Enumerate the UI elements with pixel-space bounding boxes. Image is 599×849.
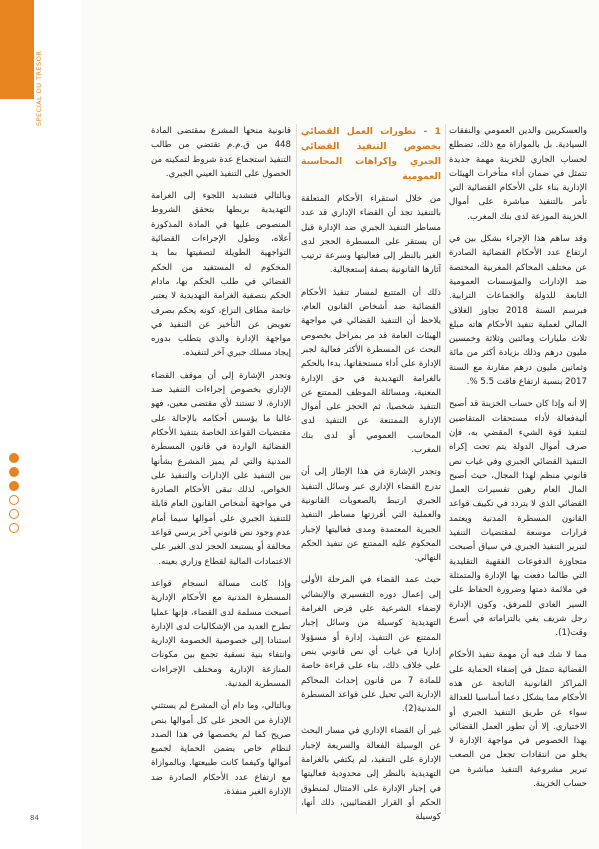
- section-dot-empty: [9, 495, 19, 505]
- paragraph: مما لا شك فيه أن مهمة تنفيذ الأحكام القضائية تتمثل في إضفاء الحماية على المراكز القانونية الناتجة عن هذه الأحكام مما يشكل دعما أساسيا للعدالة سواء عن طريق التنفيذ الجبري أو الاختياري. إلا أن تطور العمل القضائي بهذا الخصوص في مواجهة الإدارة لا يخلو من انتقادات تجعل من الصعب تبرير مشروعية التنفيذ مباشرة من حساب الخزينة.: [449, 650, 587, 790]
- section-dot-empty: [9, 509, 19, 519]
- special-sublabel-text: SPECIAL DU TRÉSOR: [35, 50, 43, 126]
- column-divider: [445, 124, 446, 814]
- text-column-left: [151, 124, 291, 824]
- paragraph: حيث عمد القضاء في المرحلة الأولى إلى إعمال دوره التفسيري والإنشائي لإضفاء الشرعية على فرض الغرامة التهديدية كوسيلة من وسائل إجبار الممتنع عن التنفيذ، إدارة أو مسؤولا إداريا في غياب أي نص قانوني ينص على خلاف ذلك، بناء على قراءة خاصة للمادة 7 من قانون إحداث المحاكم الإدارية التي تحيل على قواعد المسطرة المدنية(2).: [301, 575, 441, 715]
- page-number: 84: [30, 814, 39, 822]
- section-dot-empty: [9, 523, 19, 533]
- paragraph: قانونية منحها المشرع بمقتضى المادة 448 من ق.م.م تقتضي من طالب التنفيذ استجماع عدة شروط لتمكينه من الحصول على التنفيذ العيني الجبري.: [151, 126, 291, 179]
- paragraph: وتجدر الإشارة في هذا الإطار إلى أن تدرج القضاء الإداري عبر وسائل التنفيذ الجبري ارتبط بالصعوبات القانونية والعملية التي أفرزتها مساطر التنفيذ الجبرية المعتمدة ومدى فعاليتها لإجبار المحكوم عليه الممتنع عن تنفيذ الحكم النهائي.: [301, 467, 441, 564]
- special-sublabel: [33, 8, 49, 126]
- section-dot-filled: [9, 453, 19, 463]
- section-dot-filled: [9, 467, 19, 477]
- section-dots: [9, 453, 25, 537]
- paragraph: والعسكريين والدين العمومي والنفقات السيادية. بل بالموازاة مع ذلك، تضطلع لحساب الجاري للخزينة مهمة جديدة تتمثل في ضمان أداء متأخرات الهيئات الإدارية بناء على الأحكام القضائية التي تأمر بالتنفيذ مباشرة على أموال الخزينة الموزعة لدى بنك المغرب.: [449, 126, 587, 222]
- paragraph: إلا أنه وإذا كان حساب الخزينة قد أصبح أليةفعالة لأداء مستحقات المتقاضين لتنفيذ قوة الشيء المقضي به، فإن صرف أموال الدولة يتم تحت إكراه التنفيذ القضائي الجبري وفي غياب نص قانوني منظم لهذا المجال، حيث أصبح المال العام رهين تفسيرات العمل القضائي الذي لا يتردد في تكييف قواعد القانون المسطرة المدنية ويعتمد قرارات موسعة لمقتضيات التنفيذ لتبرير التنفيذ الجبري في سياق أصبحت متجاوزة الدفوعات الفقهية التقليدية التي طالما دفعت بها الإدارة والمتمثلة في ملائمة ذمتها وضرورة الحفاظ على السير العادي للمرفق، وكون الإدارة رجل شريف يفي بالتزاماته في أسرع وقت(1).: [449, 399, 587, 639]
- column-divider: [296, 124, 297, 814]
- paragraph: غير أن القضاء الإداري في مسار البحث عن الوسيلة الفعالة والسريعة لإجبار الإدارة على التنفيذ، لم يكتفي بالغرامة التهديدية بالنظر إلى محدودية فعاليتها في إجبار الإدارة على الامتثال لمنطوق الحكم أو القرار القضائيين، ذلك أنها، كوسيلة: [301, 726, 441, 823]
- section-dot-filled: [9, 481, 19, 491]
- paragraph: وإذا كانت مسالة انسجام قواعد المسطرة المدنية مع الأحكام الإدارية أصبحت مسلمة لدى القضاء، فإنها عمليا تطرح العديد من الإشكاليات لدى الإدارة استنادا إلى خصوصية الخصومة الإدارية وانتفاء بنية نسقية تجمع بين مكونات المنازعة الإدارية ومختلف الإجراءات المسطرية المدنية.: [151, 578, 291, 689]
- special-label-text: SPECIAL: [6, 7, 26, 99]
- text-column-right: [449, 124, 587, 824]
- text-column-middle: [301, 124, 441, 824]
- paragraph: وقد ساهم هذا الإجراء بشكل بين في ارتفاع عدد الأحكام القضائية الصادرة عن مختلف المحاكم المغربية المختصة ضد الإدارات والمؤسسات العمومية التابعة للدولة والجماعات الترابية. فبرسم السنة 2018 تجاوز الغلاف المالي لعملية تنفيذ الأحكام هاته مبلغ ثلاث مليارات ومائتين وثلاثة وخمسين مليون درهم وذلك بزيادة أكثر من مائة وثمانين مليون درهم مقارنة مع السنة 2017 بنسبة ارتفاع فاقت 5.5 %.: [449, 234, 587, 388]
- paragraph: وتجدر الإشارة إلى أن موقف القضاء الإداري بخصوص إجراءات التنفيذ ضد الإدارة، لا تستند لأي مقتضى معين، فهو غالبا ما يؤسس أحكامه بالإحالة على مقتضيات القواعد الخاصة بتنفيذ الأحكام القضائية الواردة في قانون المسطرة المدنية والتي لم يميز المشرع بشأنها بين التنفيذ على الإدارات والتنفيذ على الخواص، لذلك تبقى الأحكام الصادرة في مواجهة أشخاص القانون العام قابلة للتنفيذ الجبري على أموالها سيما أمام عدم وجود نص قانوني آخر يرسي قواعد مخالفة أو يستبعد الحجز لدى الغير على الاعتمادات المالية لقطاع وزاري بعينه.: [151, 370, 291, 567]
- paragraph: وبالتالي فتشديد اللجوء إلى الغرامة التهديدية بربطها بتحقق الشروط المنصوص عليها في المادة المذكورة أعلاه، وطول الإجراءات القضائية التواجهية الطويلة لتصفيتها بما يد المحكوم له المستفيد من الحكم القضائي في طلب الحكم بها، مادام الحكم بتصفية الغرامة التهديدية لا يعتبر خاتمة مطاف النزاع، كونه يحكم بصرف تعويض عن التأخير عن التنفيذ في مواجهة الإدارة والذي يتطلب بدوره إيجاد مسلك جبري آخر لتنفيذه.: [151, 191, 291, 359]
- paragraph: من خلال استقراء الأحكام المتعلقة بالتنفيذ تجد أن القضاء الإداري قد عدد مساطر التنفيذ الجبري ضد الإدارة قبل أن يستقر على المسطرة الحجز لدى الغير بالنظر إلى فعاليتها وسرعة ترتيب آثارها القانونية بصفة إستعجالية.: [301, 194, 441, 276]
- paragraph: وبالتالي، وما دام أن المشرع لم يستثني الإدارة من الحجز على كل أموالها بنص صريح كما لم يخصصها في هذا الصدد لنظام خاص يضمن الحماية لجميع أموالها وكيفما كانت طبيعتها. وبالموازاة مع ارتفاع عدد الأحكام الصادرة ضد الإدارة الغير منفذة،: [151, 701, 291, 798]
- side-band: [0, 0, 81, 849]
- paragraph: ذلك أن المتتبع لمسار تنفيذ الأحكام القضائية ضد أشخاص القانون العام، يلاحظ أن التنفيذ القضائي في مواجهة الهيئات العامة قد مر بمراحل بخصوص البحث عن المسطرة الأكثر فعالية لجبر الإدارة على أداء مستحقاتها، بدءا بالحكم بالغرامة التهديدية في حق الإدارة المعنية، ومسائلة الموظف الممتنع عن التنفيذ شخصيا، ثم الحجز على أموال الإدارة الممتنعة عن التنفيذ لدى المحاسب العمومي أو لدى بنك المغرب.: [301, 287, 441, 456]
- section-heading: 1 - تطورات العمل القضائي بخصوص التنفيذ القضائي الجبري وإكراهات المحاسبة العمومية: [301, 126, 441, 182]
